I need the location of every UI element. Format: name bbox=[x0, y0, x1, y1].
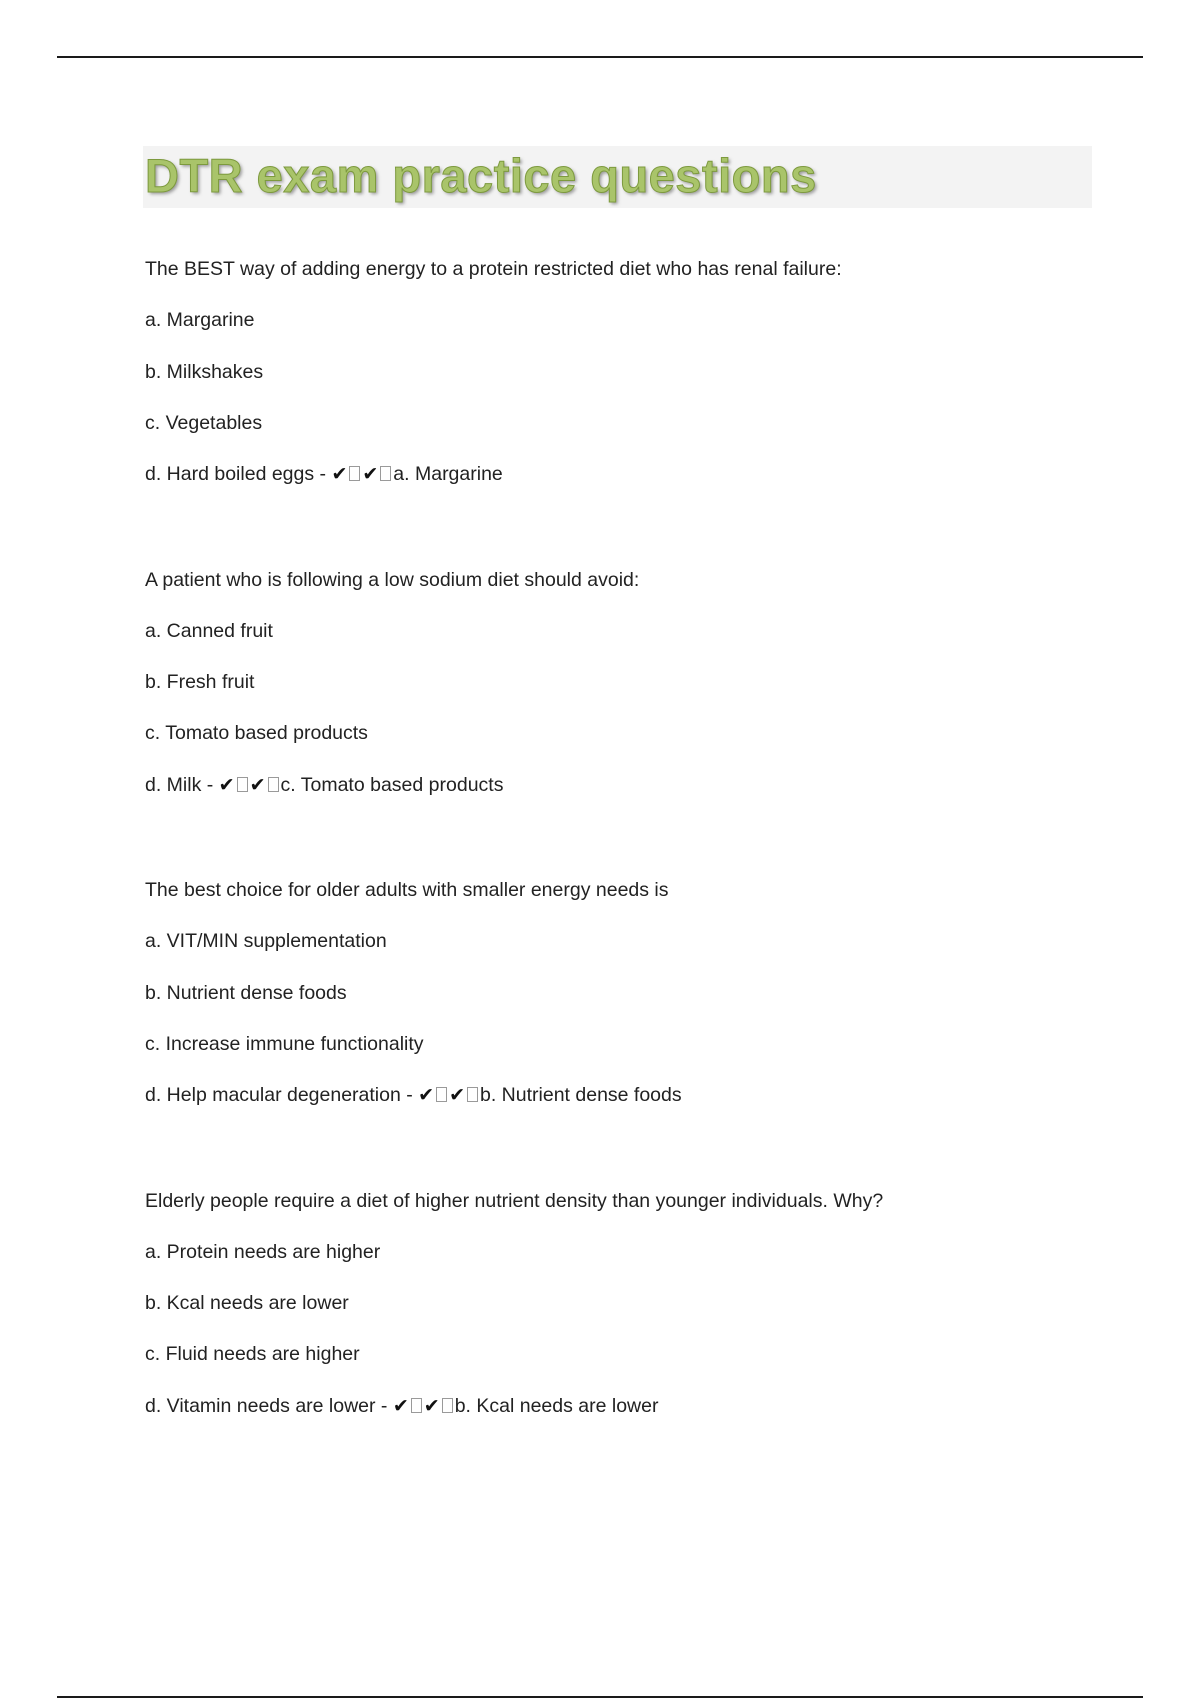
missing-glyph-box-icon bbox=[436, 1087, 447, 1102]
question-block bbox=[145, 568, 1125, 879]
header-rule bbox=[57, 56, 1143, 58]
answer-option: a. Canned fruit bbox=[145, 619, 273, 642]
answer-option-text: d. Help macular degeneration - bbox=[145, 1084, 419, 1107]
answer-option: b. Kcal needs are lower bbox=[145, 1292, 349, 1315]
check-icon: ✔ bbox=[418, 1084, 435, 1107]
missing-glyph-box-icon bbox=[268, 777, 279, 792]
answer-option: c. Fluid needs are higher bbox=[145, 1343, 360, 1366]
question-block bbox=[145, 257, 1125, 568]
question-prompt: The best choice for older adults with smaller energy needs is bbox=[145, 879, 669, 901]
question-block bbox=[145, 878, 1125, 1189]
answer-option-with-key bbox=[145, 1394, 1125, 1445]
answer-option-with-key bbox=[145, 773, 1125, 824]
correct-answer: a. Margarine bbox=[393, 463, 503, 486]
answer-option: c. Increase immune functionality bbox=[145, 1032, 424, 1055]
answer-option: b. Milkshakes bbox=[145, 360, 264, 383]
check-icon: ✔ bbox=[362, 463, 379, 486]
missing-glyph-box-icon bbox=[380, 466, 391, 481]
check-icon: ✔ bbox=[449, 1084, 465, 1107]
answer-option: c. Vegetables bbox=[145, 411, 263, 434]
missing-glyph-box-icon bbox=[442, 1398, 453, 1413]
check-icon: ✔ bbox=[392, 1394, 409, 1417]
question-prompt: A patient who is following a low sodium diet should avoid: bbox=[145, 568, 640, 591]
missing-glyph-box-icon bbox=[411, 1398, 422, 1413]
answer-option: a. Margarine bbox=[145, 309, 255, 332]
question-list bbox=[145, 257, 1125, 1499]
missing-glyph-box-icon bbox=[349, 466, 360, 481]
correct-answer: c. Tomato based products bbox=[280, 773, 504, 796]
answer-option-text: d. Milk - bbox=[145, 773, 219, 796]
footer-rule bbox=[57, 1696, 1143, 1698]
answer-option: a. VIT/MIN supplementation bbox=[145, 930, 387, 953]
missing-glyph-box-icon bbox=[237, 777, 248, 792]
answer-option: a. Protein needs are higher bbox=[145, 1240, 381, 1263]
check-icon: ✔ bbox=[423, 1394, 440, 1417]
question-prompt: Elderly people require a diet of higher nutrient density than younger individuals. Why? bbox=[145, 1189, 884, 1212]
answer-option-text: d. Vitamin needs are lower - bbox=[145, 1394, 393, 1417]
missing-glyph-box-icon bbox=[467, 1087, 478, 1102]
correct-answer: b. Nutrient dense foods bbox=[480, 1084, 682, 1107]
answer-option: b. Fresh fruit bbox=[145, 671, 255, 694]
answer-option-with-key bbox=[145, 1083, 1125, 1134]
answer-option-text: d. Hard boiled eggs - bbox=[145, 463, 332, 486]
check-icon: ✔ bbox=[331, 463, 348, 486]
question-prompt: The BEST way of adding energy to a protein restricted diet who has renal failure: bbox=[145, 258, 842, 280]
answer-option: c. Tomato based products bbox=[145, 722, 368, 745]
check-icon: ✔ bbox=[249, 773, 266, 796]
answer-option: b. Nutrient dense foods bbox=[145, 981, 347, 1004]
correct-answer: b. Kcal needs are lower bbox=[454, 1394, 659, 1417]
check-icon: ✔ bbox=[218, 773, 235, 796]
answer-option-with-key bbox=[145, 462, 1125, 513]
document-title: DTR exam practice questions bbox=[145, 149, 817, 202]
question-block bbox=[145, 1189, 1125, 1500]
